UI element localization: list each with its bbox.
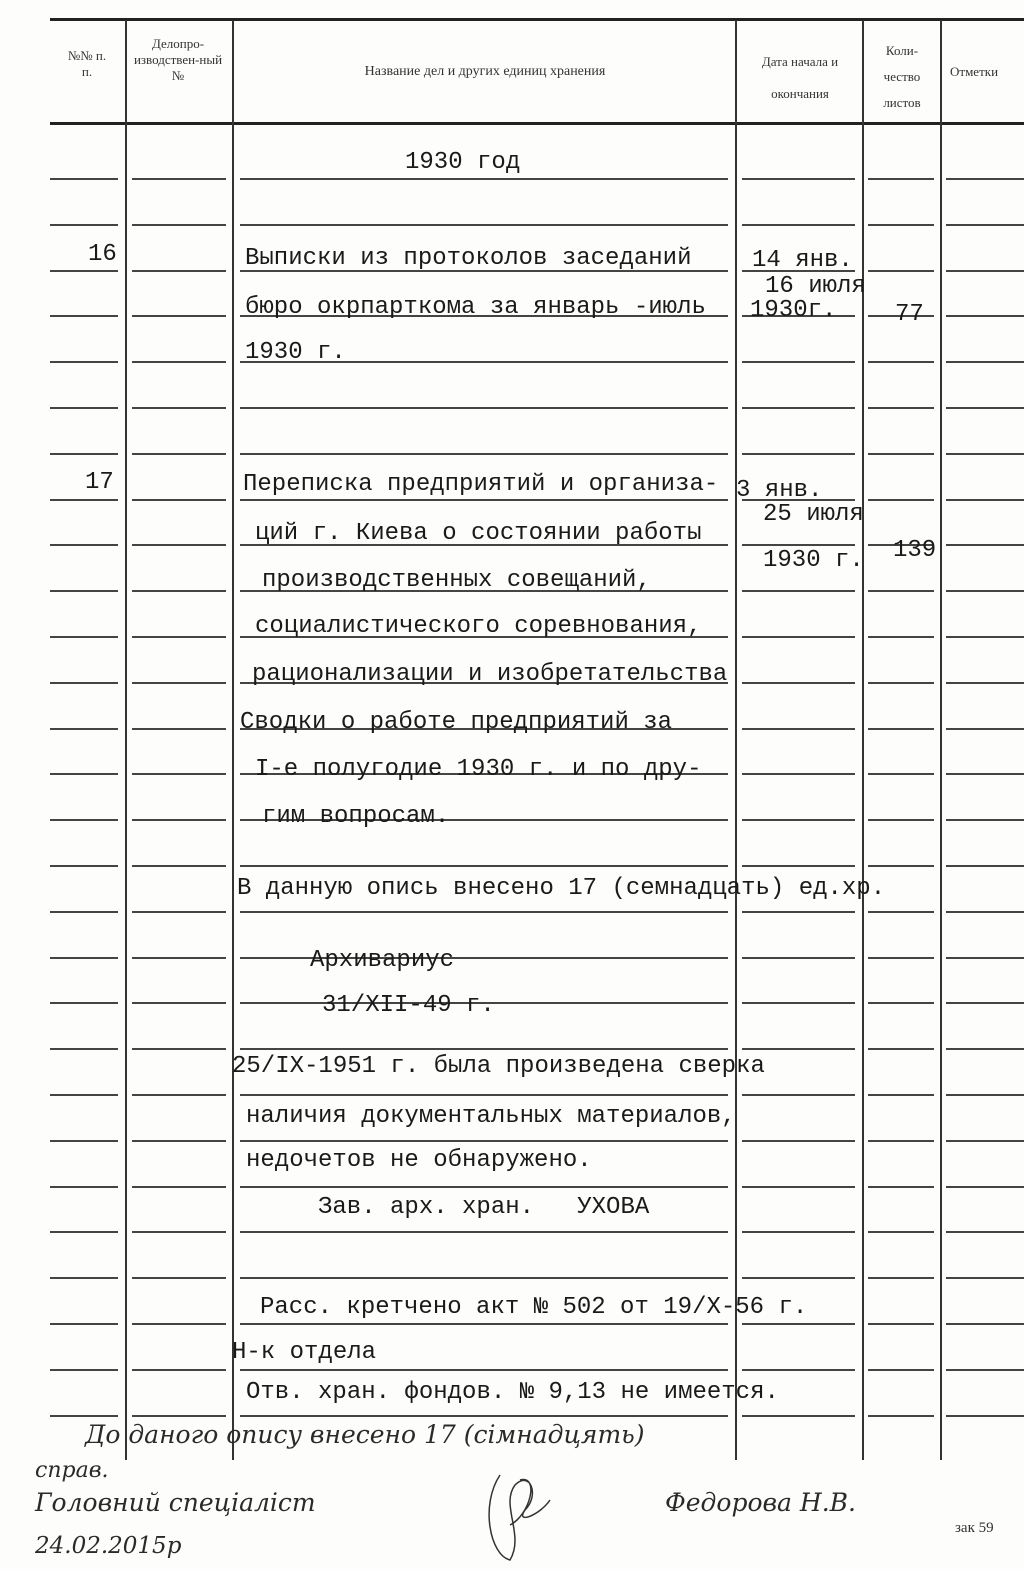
ruled-line: [132, 1048, 226, 1050]
ruled-line: [50, 1323, 118, 1325]
ruled-line: [742, 1002, 855, 1004]
header-col-title: Название дел и других единиц хранения: [364, 64, 606, 79]
ruled-line: [868, 773, 934, 775]
ruled-line: [50, 957, 118, 959]
ruled-line: [132, 1186, 226, 1188]
header-bottom-rule: [50, 122, 1024, 125]
ruled-line: [742, 636, 855, 638]
ruled-line: [50, 590, 118, 592]
ruled-line: [742, 1048, 855, 1050]
entry-title-line: производственных совещаний,: [262, 567, 651, 594]
entry-title-line: Сводки о работе предприятий за: [240, 709, 673, 736]
entry-title-line: рационализации и изобретательства: [252, 661, 728, 688]
verification-line: 25/IX-1951 г. была произведена сверка: [232, 1053, 765, 1080]
ruled-line: [868, 911, 934, 913]
header-col-office-no: Делопро-изводствен-ный №: [133, 36, 223, 83]
header-col-sheets: Коли-чество листов: [883, 43, 921, 110]
ruled-line: [50, 682, 118, 684]
ruled-line: [868, 1369, 934, 1371]
ruled-line: [742, 544, 855, 546]
ruled-line: [240, 1415, 728, 1417]
ruled-line: [50, 453, 118, 455]
ruled-line: [132, 911, 226, 913]
ruled-line: [50, 1415, 118, 1417]
ruled-line: [240, 1231, 728, 1233]
entry-title-line: бюро окрпарткома за январь -июль: [245, 294, 706, 321]
ruled-line: [868, 590, 934, 592]
note-line: Отв. хран. фондов. № 9,13 не имеется.: [246, 1379, 779, 1406]
ruled-line: [132, 1002, 226, 1004]
summary-line: В данную опись внесено 17 (семнадцать) ед.хр.: [237, 875, 886, 902]
ruled-line: [132, 636, 226, 638]
ruled-line: [742, 773, 855, 775]
ruled-line: [946, 1048, 1024, 1050]
ruled-line: [946, 911, 1024, 913]
entry-date-line: 14 янв.: [752, 247, 853, 274]
ruled-line: [742, 453, 855, 455]
ruled-line: [742, 1231, 855, 1233]
ruled-line: [742, 224, 855, 226]
ruled-line: [240, 178, 728, 180]
ruled-line: [50, 1369, 118, 1371]
entry-title-line: Переписка предприятий и организа-: [243, 471, 719, 498]
handwritten-date: 24.02.2015р: [35, 1533, 182, 1559]
ruled-line: [240, 1323, 728, 1325]
column-divider: [125, 20, 127, 1460]
year-heading: 1930 год: [405, 149, 521, 176]
ruled-line: [868, 1323, 934, 1325]
header-col-no: №№ п. п.: [67, 48, 107, 79]
entry-date-line: 16 июля: [765, 273, 866, 300]
ruled-line: [946, 361, 1024, 363]
ruled-line: [50, 728, 118, 730]
entry-title-line: гим вопросам.: [262, 803, 450, 830]
ruled-line: [132, 682, 226, 684]
ruled-line: [742, 178, 855, 180]
handwritten-name: Федорова Н.В.: [665, 1488, 856, 1517]
entry-title-line: Выписки из протоколов заседаний: [245, 245, 692, 272]
ruled-line: [50, 819, 118, 821]
ruled-line: [946, 1231, 1024, 1233]
ruled-line: [868, 270, 934, 272]
ruled-line: [742, 361, 855, 363]
ruled-line: [240, 407, 728, 409]
ruled-line: [132, 1140, 226, 1142]
ruled-line: [946, 178, 1024, 180]
entry-sheets: 139: [893, 537, 937, 564]
ruled-line: [946, 1277, 1024, 1279]
column-divider: [940, 20, 942, 1460]
ruled-line: [946, 1002, 1024, 1004]
ruled-line: [946, 453, 1024, 455]
archivist-title: Архивариус: [310, 947, 455, 974]
ruled-line: [240, 1140, 728, 1142]
header-top-rule: [50, 18, 1024, 21]
ruled-line: [132, 773, 226, 775]
ruled-line: [50, 1094, 118, 1096]
ruled-line: [50, 361, 118, 363]
entry-number: 16: [88, 241, 117, 268]
ruled-line: [868, 1277, 934, 1279]
ruled-line: [132, 1369, 226, 1371]
ruled-line: [240, 1186, 728, 1188]
archivist-date: 31/XII-49 г.: [322, 992, 495, 1019]
ruled-line: [946, 224, 1024, 226]
ruled-line: [240, 453, 728, 455]
ruled-line: [132, 865, 226, 867]
handwritten-note: До даного опису внесено 17 (сімнадцять): [85, 1420, 645, 1449]
ruled-line: [50, 407, 118, 409]
ruled-line: [240, 865, 728, 867]
ruled-line: [742, 1323, 855, 1325]
ruled-line: [50, 544, 118, 546]
ruled-line: [868, 1048, 934, 1050]
ruled-line: [946, 1369, 1024, 1371]
header-col-notes: Отметки: [950, 64, 999, 79]
ruled-line: [946, 1094, 1024, 1096]
ruled-line: [50, 1186, 118, 1188]
ruled-line: [868, 1186, 934, 1188]
ruled-line: [132, 270, 226, 272]
ruled-line: [868, 1415, 934, 1417]
ruled-line: [742, 957, 855, 959]
entry-title-line: 1930 г.: [245, 339, 346, 366]
ruled-line: [240, 1048, 728, 1050]
ruled-line: [742, 819, 855, 821]
ruled-line: [742, 407, 855, 409]
ruled-line: [946, 270, 1024, 272]
ruled-line: [240, 1277, 728, 1279]
ruled-line: [240, 911, 728, 913]
ruled-line: [946, 1186, 1024, 1188]
ruled-line: [946, 728, 1024, 730]
ruled-line: [868, 1002, 934, 1004]
ruled-line: [132, 224, 226, 226]
ruled-line: [742, 911, 855, 913]
ruled-line: [50, 1231, 118, 1233]
ruled-line: [742, 1415, 855, 1417]
handwritten-position: Головний спеціаліст: [35, 1488, 316, 1517]
ruled-line: [50, 1048, 118, 1050]
ruled-line: [132, 315, 226, 317]
ruled-line: [946, 544, 1024, 546]
ruled-line: [132, 1415, 226, 1417]
verification-line: недочетов не обнаружено.: [246, 1147, 592, 1174]
ruled-line: [946, 1323, 1024, 1325]
entry-title-line: I-е полугодие 1930 г. и по дру-: [255, 756, 702, 783]
entry-date-line: 1930 г.: [763, 547, 864, 574]
ruled-line: [868, 407, 934, 409]
entry-title-line: социалистического соревнования,: [255, 613, 702, 640]
ruled-line: [868, 819, 934, 821]
ruled-line: [946, 315, 1024, 317]
ruled-line: [946, 590, 1024, 592]
verification-signer: Зав. арх. хран. УХОВА: [318, 1194, 650, 1221]
entry-date-line: 1930г.: [750, 297, 837, 324]
ruled-line: [132, 590, 226, 592]
ruled-line: [742, 1094, 855, 1096]
ruled-line: [132, 957, 226, 959]
ruled-line: [240, 1094, 728, 1096]
ruled-line: [742, 1277, 855, 1279]
ruled-line: [946, 682, 1024, 684]
verification-line: наличия документальных материалов,: [246, 1103, 736, 1130]
ruled-line: [946, 957, 1024, 959]
ruled-line: [132, 1323, 226, 1325]
ruled-line: [742, 728, 855, 730]
ruled-line: [946, 1415, 1024, 1417]
ruled-line: [742, 682, 855, 684]
ruled-line: [50, 1140, 118, 1142]
ruled-line: [868, 453, 934, 455]
header-col-dates: Дата начала и окончания: [761, 54, 839, 101]
ruled-line: [742, 1140, 855, 1142]
ruled-line: [742, 590, 855, 592]
ruled-line: [50, 773, 118, 775]
ruled-line: [50, 178, 118, 180]
ruled-line: [132, 453, 226, 455]
ruled-line: [240, 1369, 728, 1371]
ruled-line: [946, 773, 1024, 775]
ruled-line: [868, 1140, 934, 1142]
ruled-line: [868, 178, 934, 180]
ruled-line: [946, 407, 1024, 409]
ruled-line: [946, 819, 1024, 821]
entry-date-line: 25 июля: [763, 501, 864, 528]
ruled-line: [132, 499, 226, 501]
entry-sheets: 77: [895, 301, 924, 328]
ruled-line: [240, 224, 728, 226]
ruled-line: [132, 1094, 226, 1096]
ruled-line: [946, 865, 1024, 867]
ruled-line: [50, 224, 118, 226]
ruled-line: [868, 728, 934, 730]
column-divider: [232, 20, 234, 1460]
ruled-line: [132, 819, 226, 821]
note-line: Н-к отдела: [232, 1339, 377, 1366]
ruled-line: [946, 636, 1024, 638]
ruled-line: [868, 636, 934, 638]
ruled-line: [868, 865, 934, 867]
ruled-line: [50, 1277, 118, 1279]
ruled-line: [132, 361, 226, 363]
ruled-line: [868, 957, 934, 959]
note-line: Расс. кретчено акт № 502 от 19/X-56 г.: [260, 1294, 808, 1321]
ruled-line: [868, 1231, 934, 1233]
order-mark: зак 59: [955, 1520, 994, 1536]
entry-date-line: 3 янв.: [736, 477, 823, 504]
entry-title-line: ций г. Киева о состоянии работы: [255, 520, 702, 547]
ruled-line: [868, 1094, 934, 1096]
ruled-line: [50, 865, 118, 867]
ruled-line: [742, 1186, 855, 1188]
ruled-line: [868, 224, 934, 226]
column-divider: [862, 20, 864, 1460]
ruled-line: [742, 1369, 855, 1371]
signature-icon: [470, 1465, 560, 1565]
ruled-line: [946, 1140, 1024, 1142]
ruled-line: [50, 911, 118, 913]
entry-number: 17: [85, 469, 114, 496]
ruled-line: [868, 682, 934, 684]
ruled-line: [946, 499, 1024, 501]
ruled-line: [868, 499, 934, 501]
column-divider: [735, 20, 737, 1460]
ruled-line: [50, 499, 118, 501]
ruled-line: [132, 544, 226, 546]
ruled-line: [50, 636, 118, 638]
ruled-line: [132, 1277, 226, 1279]
ruled-line: [50, 315, 118, 317]
ruled-line: [132, 178, 226, 180]
ruled-line: [868, 361, 934, 363]
ruled-line: [50, 1002, 118, 1004]
ruled-line: [742, 865, 855, 867]
ruled-line: [132, 1231, 226, 1233]
ruled-line: [240, 499, 728, 501]
ruled-line: [50, 270, 118, 272]
ruled-line: [132, 407, 226, 409]
ruled-line: [132, 728, 226, 730]
handwritten-note: справ.: [35, 1458, 109, 1483]
